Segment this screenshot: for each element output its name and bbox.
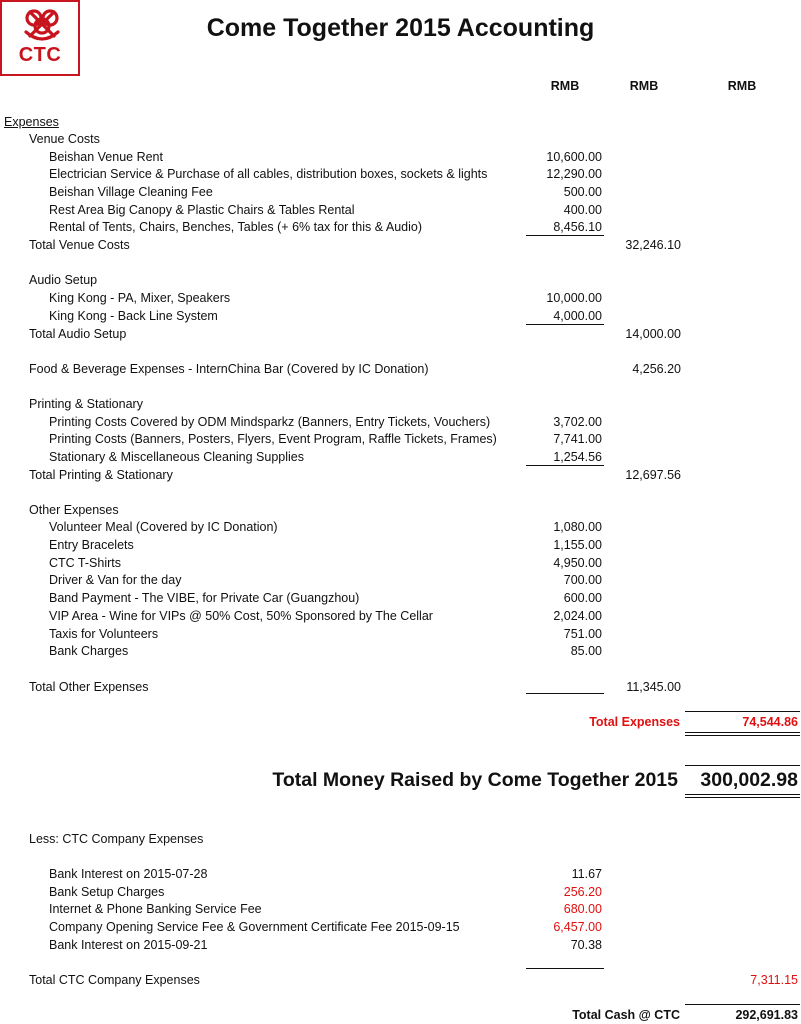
line-item-label: Rest Area Big Canopy & Plastic Chairs & Tables Rental	[49, 203, 355, 217]
line-item-label: Beishan Village Cleaning Fee	[49, 185, 213, 199]
line-item-amount: 8,456.10	[553, 220, 602, 234]
subtotal-rule	[526, 235, 604, 236]
money-raised-top-rule	[685, 765, 800, 766]
total-expenses-label: Total Expenses	[589, 715, 680, 729]
column-header-rmb-1: RMB	[550, 79, 580, 93]
line-item-label: King Kong - Back Line System	[49, 309, 218, 323]
printing-total-amount: 12,697.56	[625, 468, 681, 482]
line-item-amount: 85.00	[570, 644, 602, 658]
line-item-amount: 4,950.00	[553, 556, 602, 570]
line-item-amount: 700.00	[563, 573, 602, 587]
line-item-label: Taxis for Volunteers	[49, 627, 159, 641]
printing-heading: Printing & Stationary	[29, 397, 143, 411]
line-item-label: Entry Bracelets	[49, 538, 134, 552]
company-total-amount: 7,311.15	[750, 973, 798, 987]
line-item-label: Volunteer Meal (Covered by IC Donation)	[49, 520, 278, 534]
total-cash-rule	[685, 1004, 800, 1005]
line-item-label: Bank Charges	[49, 644, 129, 658]
line-item-label: VIP Area - Wine for VIPs @ 50% Cost, 50% Sponsored by The Cellar	[49, 609, 433, 623]
page-title: Come Together 2015 Accounting	[206, 14, 595, 42]
line-item-amount: 7,741.00	[553, 432, 602, 446]
food-label: Food & Beverage Expenses - InternChina Bar (Covered by IC Donation)	[29, 362, 429, 376]
line-item-label: Internet & Phone Banking Service Fee	[49, 902, 262, 916]
venue-heading: Venue Costs	[29, 132, 100, 146]
line-item-amount: 6,457.00	[553, 920, 602, 934]
line-item-amount: 256.20	[563, 885, 602, 899]
line-item-label: Bank Setup Charges	[49, 885, 165, 899]
line-item-amount: 2,024.00	[553, 609, 602, 623]
line-item-label: Driver & Van for the day	[49, 573, 182, 587]
audio-heading: Audio Setup	[29, 273, 98, 287]
other-heading: Other Expenses	[29, 503, 119, 517]
line-item-label: Stationary & Miscellaneous Cleaning Supplies	[49, 450, 305, 464]
line-item-label: Company Opening Service Fee & Government Certificate Fee 2015-09-15	[49, 920, 460, 934]
subtotal-rule	[526, 324, 604, 325]
total-expenses-rule	[685, 711, 800, 712]
money-raised-label: Total Money Raised by Come Together 2015	[272, 769, 678, 791]
line-item-label: Rental of Tents, Chairs, Benches, Tables (+ 6% tax for this & Audio)	[49, 220, 422, 234]
line-item-amount: 4,000.00	[553, 309, 602, 323]
company-total-label: Total CTC Company Expenses	[29, 973, 200, 987]
money-raised-amount: 300,002.98	[700, 769, 798, 791]
column-header-rmb-3: RMB	[727, 79, 757, 93]
subtotal-rule	[526, 465, 604, 466]
logo-text: CTC	[18, 44, 62, 66]
total-cash-amount: 292,691.83	[735, 1008, 798, 1022]
line-item-label: Band Payment - The VIBE, for Private Car (Guangzhou)	[49, 591, 360, 605]
line-item-amount: 1,155.00	[553, 538, 602, 552]
expenses-heading: Expenses	[4, 115, 59, 129]
line-item-amount: 3,702.00	[553, 415, 602, 429]
line-item-label: Printing Costs Covered by ODM Mindsparkz (Banners, Entry Tickets, Vouchers)	[49, 415, 491, 429]
line-item-label: Bank Interest on 2015-07-28	[49, 867, 208, 881]
venue-total-label: Total Venue Costs	[29, 238, 130, 252]
line-item-label: Beishan Venue Rent	[49, 150, 163, 164]
other-total-label: Total Other Expenses	[29, 680, 149, 694]
total-expenses-amount: 74,544.86	[742, 715, 798, 729]
audio-total-amount: 14,000.00	[625, 327, 681, 341]
food-amount: 4,256.20	[632, 362, 681, 376]
total-expenses-double-rule	[685, 732, 800, 736]
line-item-amount: 680.00	[563, 902, 602, 916]
audio-total-label: Total Audio Setup	[29, 327, 127, 341]
other-total-amount: 11,345.00	[626, 680, 681, 694]
line-item-amount: 10,600.00	[546, 150, 602, 164]
total-cash-label: Total Cash @ CTC	[572, 1008, 680, 1022]
line-item-label: Printing Costs (Banners, Posters, Flyers, Event Program, Raffle Tickets, Frames)	[49, 432, 497, 446]
line-item-amount: 70.38	[570, 938, 602, 952]
line-item-label: King Kong - PA, Mixer, Speakers	[49, 291, 231, 305]
line-item-amount: 400.00	[563, 203, 602, 217]
subtotal-rule	[526, 968, 604, 969]
line-item-amount: 12,290.00	[546, 167, 602, 181]
line-item-label: CTC T-Shirts	[49, 556, 121, 570]
printing-total-label: Total Printing & Stationary	[29, 468, 173, 482]
subtotal-rule	[526, 693, 604, 694]
line-item-amount: 600.00	[563, 591, 602, 605]
line-item-label: Bank Interest on 2015-09-21	[49, 938, 208, 952]
line-item-label: Electrician Service & Purchase of all cables, distribution boxes, sockets & lights	[49, 167, 488, 181]
line-item-amount: 500.00	[563, 185, 602, 199]
line-item-amount: 10,000.00	[546, 291, 602, 305]
line-item-amount: 1,254.56	[553, 450, 602, 464]
company-heading: Less: CTC Company Expenses	[29, 832, 204, 846]
venue-total-amount: 32,246.10	[625, 238, 681, 252]
money-raised-double-rule	[685, 794, 800, 798]
column-header-rmb-2: RMB	[629, 79, 659, 93]
line-item-amount: 11.67	[571, 867, 602, 881]
line-item-amount: 751.00	[563, 627, 602, 641]
line-item-amount: 1,080.00	[553, 520, 602, 534]
